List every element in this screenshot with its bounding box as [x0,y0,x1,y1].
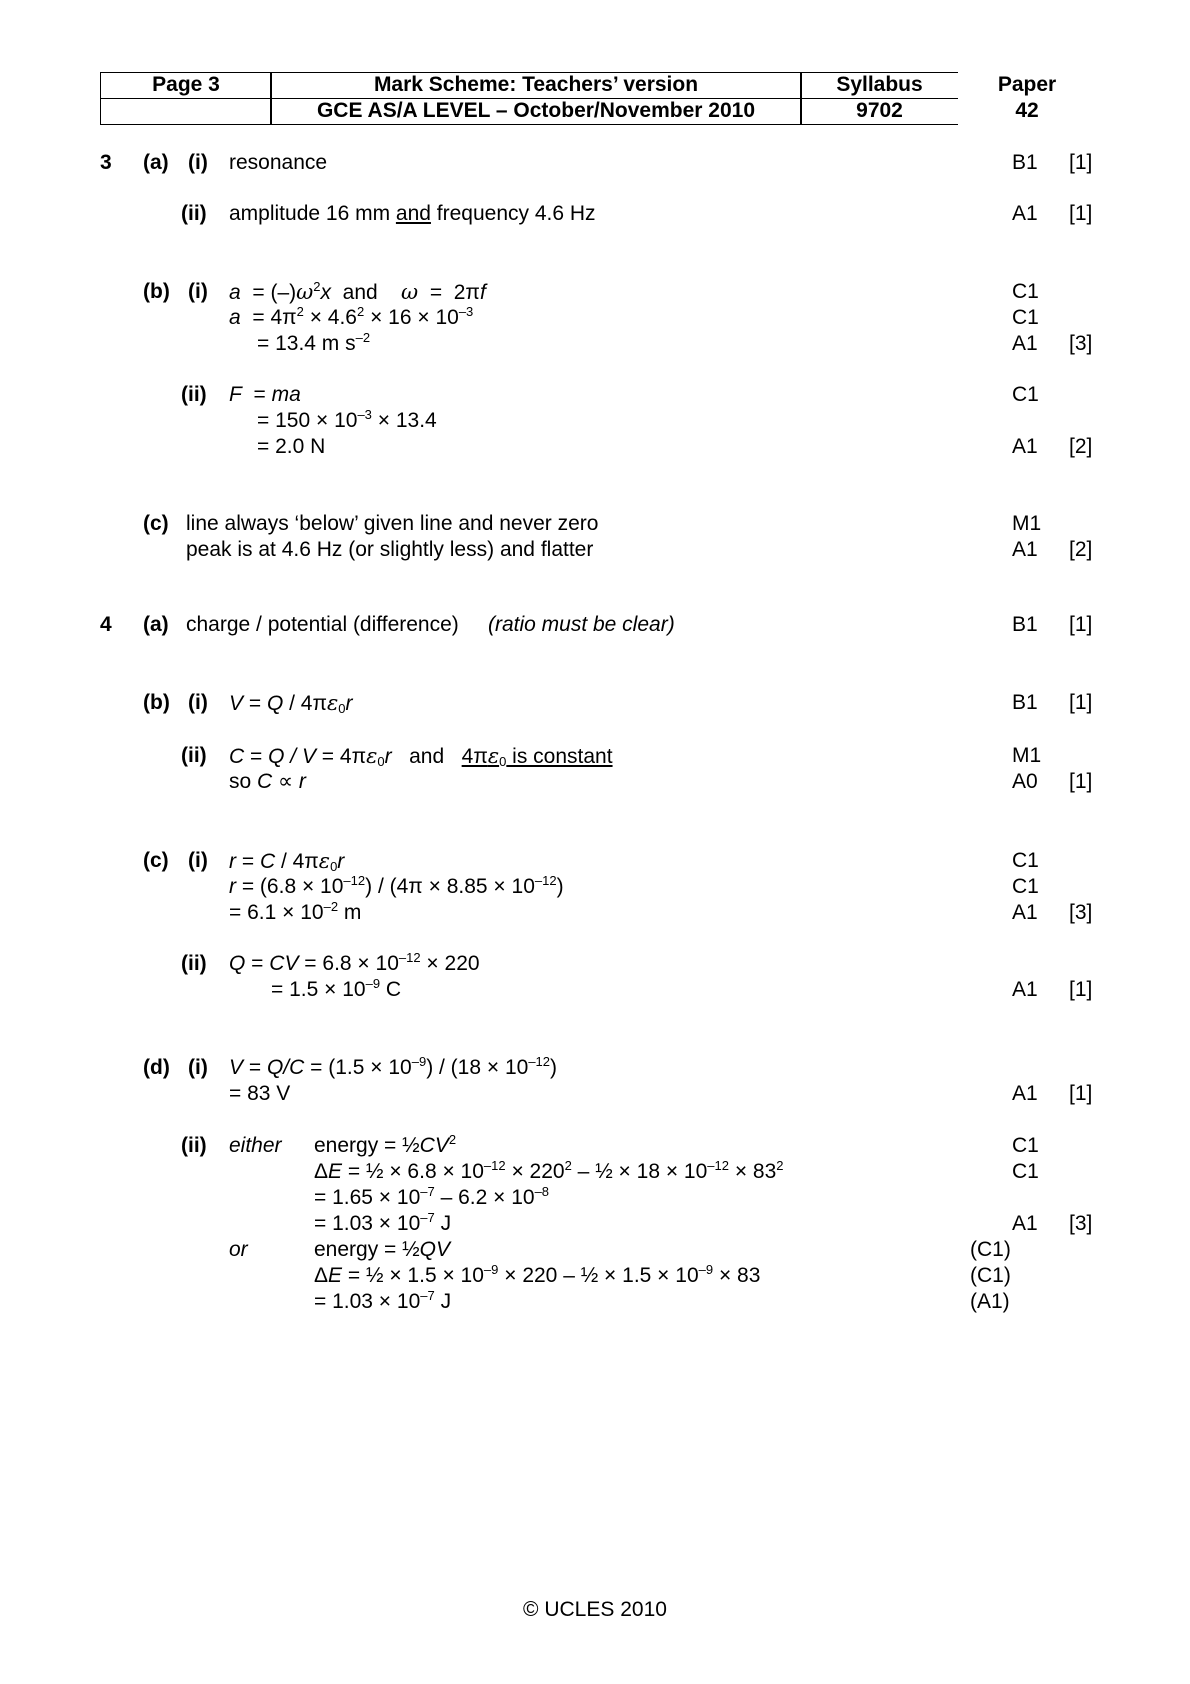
q3c-label: (c) [143,512,169,535]
q4ci-mark2: C1 [1012,875,1039,898]
q3bi-line2: $a = 4\pi^2 \times 4.6^2 \times 16 \times 10^{-3}$ [229,304,474,329]
q3aii-label: (ii) [181,202,207,225]
q3aii-text-post: frequency 4.6 Hz [430,202,596,225]
q4dii-either: either [229,1134,282,1157]
q4di-line1: $V = Q/C = (1.5 \times 10^{-9}) / (18 \times 10^{-12})$ [229,1054,558,1079]
q4ci-mark1: C1 [1012,849,1039,872]
q3ai-answer: resonance [229,151,328,174]
q3c-mark2: A1 [1012,538,1038,561]
q4a-answer [186,612,675,638]
header-title-cell [270,72,802,99]
q3bii-total: [2] [1069,435,1093,458]
q4bi-label: (i) [188,691,208,714]
q4dii-alt-mark2: (C1) [970,1264,1011,1287]
header-blank-cell [100,98,272,125]
q4dii-mark1: C1 [1012,1134,1039,1157]
q4bi-answer: $V = Q / 4\pi\varepsilon_0r$ [229,691,353,716]
q4dii-line3: = $1.65 \times 10^{-7} - 6.2 \times 10^{-8}$ [314,1184,550,1209]
header-page-cell [100,72,272,99]
q4-number: 4 [100,613,112,636]
header-syllabus-label: Syllabus [836,73,923,96]
footer-copyright: © UCLES 2010 [523,1598,667,1621]
q3aii-total: [1] [1069,202,1093,225]
q4a-mark: B1 [1012,613,1038,636]
q4dii-line4: = $1.03 \times 10^{-7}$ J [314,1210,452,1235]
q3bii-mark1: C1 [1012,383,1039,406]
q4a-text: charge / potential (difference) [186,613,459,636]
q4dii-line1: energy = $\frac{1}{2}CV^2$ [314,1132,457,1157]
q4ci-label: (i) [188,849,208,872]
q3-number: 3 [100,151,112,174]
q4a-total: [1] [1069,613,1093,636]
q4cii-mark: A1 [1012,978,1038,1001]
q4bi-total: [1] [1069,691,1093,714]
q4d-label: (d) [143,1056,170,1079]
header-title: Mark Scheme: Teachers’ version [373,73,699,96]
q4bi-mark: B1 [1012,691,1038,714]
header-syllabus-label-cell [800,72,958,99]
q4di-mark: A1 [1012,1082,1038,1105]
q4dii-label: (ii) [181,1134,207,1157]
q4bii-total: [1] [1069,770,1093,793]
header-subtitle: GCE AS/A LEVEL – October/November 2010 [316,99,756,122]
q4ci-line2: $r = (6.8 \times 10^{-12}) / (4\pi \times 8.85 \times 10^{-12})$ [229,873,564,898]
header-page: Page 3 [152,73,220,96]
q3ai-mark: B1 [1012,151,1038,174]
q4ci-line1: $r = C / 4\pi\varepsilon_0r$ [229,849,345,874]
q3a-label: (a) [143,151,169,174]
q4di-total: [1] [1069,1082,1093,1105]
q3c-total: [2] [1069,538,1093,561]
q4dii-alt-mark1: (C1) [970,1238,1011,1261]
q3bi-mark2: C1 [1012,306,1039,329]
q3bi-mark3: A1 [1012,332,1038,355]
q3ai-total: [1] [1069,151,1093,174]
q4dii-line5: energy = ½QV [314,1238,450,1261]
header-paper-number: 42 [1015,99,1039,122]
q3bii-line3: = 2.0 N [257,435,326,458]
q4ci-mark3: A1 [1012,901,1038,924]
header-paper-label: Paper [997,73,1057,96]
q3bi-line3: = 13.4 m $s^{-2}$ [257,330,371,355]
q3c-mark1: M1 [1012,512,1042,535]
q4cii-line1: Q = CV = $6.8 \times 10^{-12} \times 220$ [229,950,480,975]
header-syllabus-code-cell [800,98,958,125]
q4a-label: (a) [143,613,169,636]
q3b-label: (b) [143,280,170,303]
q4ci-total: [3] [1069,901,1093,924]
q4cii-total: [1] [1069,978,1093,1001]
header-syllabus-code: 9702 [856,99,903,122]
q4dii-line2: ΔE = ½ × $6.8 \times 10^{-12} \times 220^2$ – ½ × $18 \times 10^{-12} \times 83^2$ [314,1158,784,1183]
q4di-line2: = 83 V [229,1082,291,1105]
q3bi-mark1: C1 [1012,280,1039,303]
q4dii-mark2: C1 [1012,1160,1039,1183]
q3bii-mark2: A1 [1012,435,1038,458]
q3bi-label: (i) [188,280,208,303]
q3aii-mark: A1 [1012,202,1038,225]
q3aii-text-pre: amplitude 16 mm [229,202,396,225]
q3bii-line1: F = ma [229,383,301,406]
q4a-note: (ratio must be clear) [487,613,675,636]
q4bii-mark1: M1 [1012,744,1042,767]
q4b-label: (b) [143,691,170,714]
q3c-line1: line always ‘below’ given line and never zero [186,512,599,535]
q4bii-mark2: A0 [1012,770,1038,793]
q4bii-label: (ii) [181,744,207,767]
q3bii-line2: = $150 \times 10^{-3} \times 13.4$ [257,407,437,432]
q3aii-answer [229,201,596,227]
q3aii-text-underlined: and [395,202,431,225]
q4ci-line3: = $6.1 \times 10^{-2}$ m [229,899,362,924]
q3c-line2: peak is at 4.6 Hz (or slightly less) and flatter [186,538,594,561]
q4dii-mark4: A1 [1012,1212,1038,1235]
q3bi-total: [3] [1069,332,1093,355]
q4cii-line2: = $1.5 \times 10^{-9}$ C [271,976,402,1001]
q4dii-line6: ΔE = ½ × $1.5 \times 10^{-9} \times 220$ – ½ × $1.5 \times 10^{-9} \times 83$ [314,1262,761,1287]
q3bi-line1: $a = (-)\omega^2x$ and ω = 2πf [229,279,486,304]
q4cii-label: (ii) [181,952,207,975]
q4bii-line1: $C = Q / V = 4\pi\varepsilon_0r$ and $4\pi\varepsilon_0$ is constant [229,744,613,769]
q4c-label: (c) [143,849,169,872]
q4dii-or: or [229,1238,248,1261]
q4di-label: (i) [188,1056,208,1079]
q3bii-label: (ii) [181,383,207,406]
header-subtitle-cell [270,98,802,125]
q4bii-line2: so C ∝ r [229,770,306,793]
q3ai-label: (i) [188,151,208,174]
q4dii-alt-mark3: (A1) [970,1290,1010,1313]
q4dii-line7: = $1.03 \times 10^{-7}$ J [314,1288,452,1313]
q4dii-total: [3] [1069,1212,1093,1235]
